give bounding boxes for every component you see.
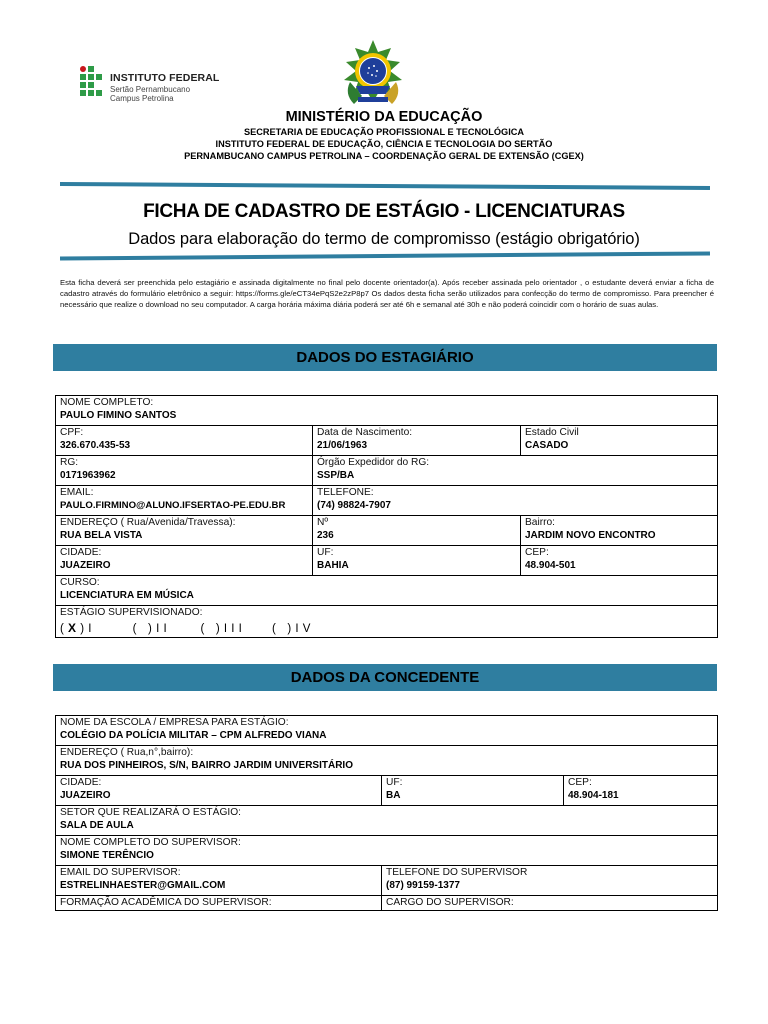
field-value: JUAZEIRO xyxy=(60,790,111,801)
document-title: FICHA DE CADASTRO DE ESTÁGIO - LICENCIATURAS xyxy=(143,201,625,222)
institute-logo xyxy=(80,66,230,104)
estagiario-table xyxy=(55,395,718,638)
table-row xyxy=(56,776,718,806)
field-label: Estado Civil xyxy=(525,427,579,438)
field-curso[interactable] xyxy=(56,576,718,606)
field-label: Nº xyxy=(317,517,329,528)
secretariat-line: SECRETARIA DE EDUCAÇÃO PROFISSIONAL E TECNOLÓGICA xyxy=(243,127,525,137)
field-uf[interactable] xyxy=(313,546,521,576)
field-value: BAHIA xyxy=(317,560,349,571)
field-bairro[interactable] xyxy=(521,516,718,546)
field-label: UF: xyxy=(386,777,403,788)
instructions-paragraph: Esta ficha deverá ser preenchida pelo estagiário e assinada digitalmente no final pelo docente orientador(a). Após receber assinada pelo orientador , o estudante deverá enviar a ficha de cadastro através do formulário eletrônico a seguir: https://forms.gle/eCT34ePqS2e2zP8p7 Os dados desta ficha serão utilizados para confecção do termo de compromisso. Para preencher é necessário que realize o download no seu computador. A carga horária máxima diária poderá ser até 6h e semanal até 30h e não poderá coincidir com o horário de suas aulas. xyxy=(60,278,714,310)
field-telefone[interactable] xyxy=(313,486,718,516)
field-value: 236 xyxy=(317,530,334,541)
institute-campus-line1: Sertão Pernambucano xyxy=(110,85,191,94)
field-value: CASADO xyxy=(525,440,569,451)
field-estagio-supervisionado xyxy=(56,606,718,638)
section-header-estagiario: DADOS DO ESTAGIÁRIO xyxy=(53,344,717,371)
table-row xyxy=(56,806,718,836)
table-row xyxy=(56,516,718,546)
field-value: PAULO FIMINO SANTOS xyxy=(60,410,177,421)
field-label: CURSO: xyxy=(60,577,100,588)
field-value: 326.670.435-53 xyxy=(60,440,131,451)
checkbox-estagio-2[interactable]: ( ) I I xyxy=(132,623,168,635)
field-label: NOME COMPLETO: xyxy=(60,397,154,408)
field-telefone-supervisor[interactable] xyxy=(382,866,718,896)
table-row xyxy=(56,866,718,896)
field-label: TELEFONE: xyxy=(317,487,374,498)
table-row xyxy=(56,896,718,911)
field-value: SALA DE AULA xyxy=(60,820,134,831)
field-value: (74) 98824-7907 xyxy=(317,500,391,511)
field-nome[interactable] xyxy=(56,396,718,426)
campus-line: PERNAMBUCANO CAMPUS PETROLINA – COORDENAÇÃO GERAL DE EXTENSÃO (CGEX) xyxy=(184,151,584,161)
field-label: EMAIL: xyxy=(60,487,94,498)
ministry-title: MINISTÉRIO DA EDUCAÇÃO xyxy=(285,109,483,125)
field-value: (87) 99159-1377 xyxy=(386,880,460,891)
header-divider xyxy=(60,182,710,190)
field-value: PAULO.FIRMINO@ALUNO.IFSERTAO-PE.EDU.BR xyxy=(60,500,286,511)
table-row xyxy=(56,576,718,606)
coat-of-arms-icon xyxy=(336,38,410,112)
field-label: NOME COMPLETO DO SUPERVISOR: xyxy=(60,837,241,848)
field-label: SETOR QUE REALIZARÁ O ESTÁGIO: xyxy=(60,807,241,818)
field-email[interactable] xyxy=(56,486,313,516)
document-subtitle: Dados para elaboração do termo de compromisso (estágio obrigatório) xyxy=(128,230,640,248)
table-row xyxy=(56,546,718,576)
field-value: 21/06/1963 xyxy=(317,440,368,451)
table-row xyxy=(56,836,718,866)
table-row xyxy=(56,426,718,456)
option-label: I I xyxy=(156,623,168,635)
field-value: JUAZEIRO xyxy=(60,560,111,571)
field-escola[interactable] xyxy=(56,716,718,746)
field-label: CEP: xyxy=(568,777,592,788)
checkbox-estagio-3[interactable]: ( ) I I I xyxy=(200,623,243,635)
title-divider xyxy=(60,251,710,260)
field-label: NOME DA ESCOLA / EMPRESA PARA ESTÁGIO: xyxy=(60,717,289,728)
field-label: EMAIL DO SUPERVISOR: xyxy=(60,867,181,878)
institute-campus-line2: Campus Petrolina xyxy=(110,94,174,103)
field-value: RUA BELA VISTA xyxy=(60,530,143,541)
field-cidade-concedente[interactable] xyxy=(56,776,382,806)
field-value: 48.904-181 xyxy=(568,790,619,801)
field-endereco-concedente[interactable] xyxy=(56,746,718,776)
field-value: BA xyxy=(386,790,401,801)
field-cep[interactable] xyxy=(521,546,718,576)
field-value: JARDIM NOVO ENCONTRO xyxy=(525,530,656,541)
option-label: I V xyxy=(295,623,311,635)
field-cep-concedente[interactable] xyxy=(564,776,718,806)
field-orgao-expedidor[interactable] xyxy=(313,456,718,486)
field-estado-civil[interactable] xyxy=(521,426,718,456)
field-value: SIMONE TERÊNCIO xyxy=(60,850,154,861)
field-value: ESTRELINHAESTER@GMAIL.COM xyxy=(60,880,226,891)
field-label: RG: xyxy=(60,457,79,468)
institute-logo-icon xyxy=(80,66,104,100)
field-value: COLÉGIO DA POLÍCIA MILITAR – CPM ALFREDO VIANA xyxy=(60,730,327,741)
checkbox-estagio-4[interactable]: ( ) I V xyxy=(271,623,311,635)
field-label: CARGO DO SUPERVISOR: xyxy=(386,897,514,908)
section-header-concedente: DADOS DA CONCEDENTE xyxy=(53,664,717,691)
concedente-table xyxy=(55,715,718,911)
institute-name: INSTITUTO FEDERAL xyxy=(110,72,220,84)
field-email-supervisor[interactable] xyxy=(56,866,382,896)
field-label: CIDADE: xyxy=(60,777,102,788)
institute-line: INSTITUTO FEDERAL DE EDUCAÇÃO, CIÊNCIA E TECNOLOGIA DO SERTÃO xyxy=(215,139,553,149)
field-numero[interactable] xyxy=(313,516,521,546)
field-label: Data de Nascimento: xyxy=(317,427,413,438)
field-label: FORMAÇÃO ACADÊMICA DO SUPERVISOR: xyxy=(60,897,272,908)
table-row xyxy=(56,716,718,746)
field-uf-concedente[interactable] xyxy=(382,776,564,806)
field-label: TELEFONE DO SUPERVISOR xyxy=(386,867,528,878)
checkbox-estagio-1[interactable]: ( X ) I xyxy=(60,621,92,635)
option-label: I xyxy=(88,623,92,635)
field-supervisor[interactable] xyxy=(56,836,718,866)
table-row xyxy=(56,456,718,486)
checkbox-mark: X xyxy=(68,621,77,635)
field-value: RUA DOS PINHEIROS, S/N, BAIRRO JARDIM UNIVERSITÁRIO xyxy=(60,760,353,771)
field-label: Órgão Expedidor do RG: xyxy=(317,457,430,468)
table-row xyxy=(56,746,718,776)
field-value: LICENCIATURA EM MÚSICA xyxy=(60,590,194,601)
field-cpf[interactable] xyxy=(56,426,313,456)
field-label: ENDEREÇO ( Rua/Avenida/Travessa): xyxy=(60,517,236,528)
field-label: CIDADE: xyxy=(60,547,102,558)
estagio-options xyxy=(60,623,311,635)
field-value: 48.904-501 xyxy=(525,560,576,571)
field-rg[interactable] xyxy=(56,456,313,486)
field-cargo-supervisor[interactable] xyxy=(382,896,718,911)
table-row xyxy=(56,486,718,516)
field-label: UF: xyxy=(317,547,334,558)
table-row xyxy=(56,396,718,426)
field-formacao-supervisor[interactable] xyxy=(56,896,382,911)
field-label: Bairro: xyxy=(525,517,556,528)
field-cidade[interactable] xyxy=(56,546,313,576)
field-label: CEP: xyxy=(525,547,549,558)
field-label: CPF: xyxy=(60,427,84,438)
field-label: ESTÁGIO SUPERVISIONADO: xyxy=(60,607,203,618)
field-label: ENDEREÇO ( Rua,n°,bairro): xyxy=(60,747,194,758)
field-setor[interactable] xyxy=(56,806,718,836)
institute-campus xyxy=(110,85,190,103)
field-value: SSP/BA xyxy=(317,470,355,481)
option-label: I I I xyxy=(223,623,243,635)
table-row xyxy=(56,606,718,638)
field-data-nascimento[interactable] xyxy=(313,426,521,456)
field-endereco[interactable] xyxy=(56,516,313,546)
field-value: 0171963962 xyxy=(60,470,116,481)
